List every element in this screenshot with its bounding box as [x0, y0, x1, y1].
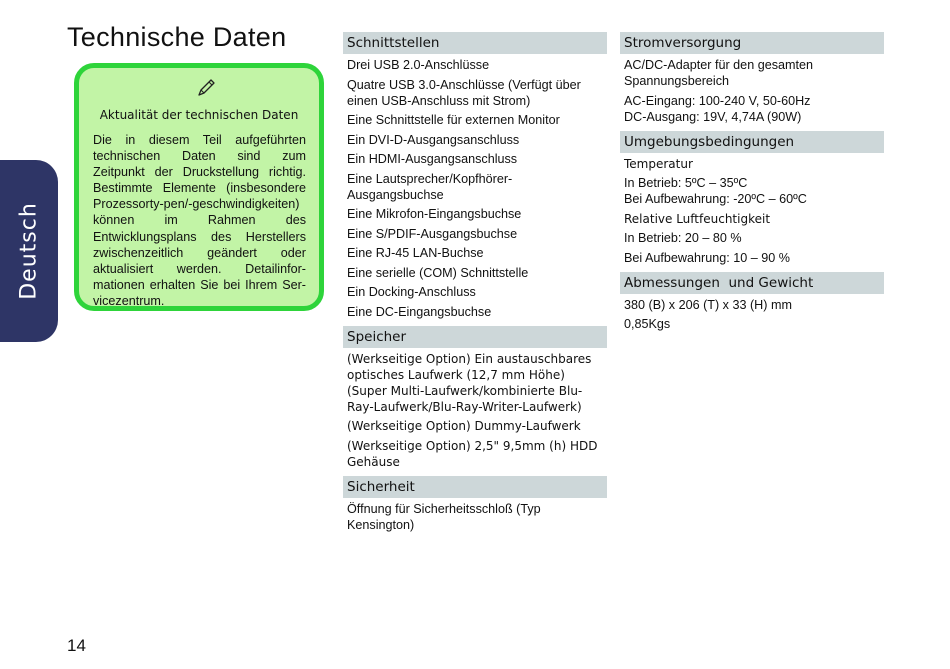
- language-side-tab: [0, 160, 58, 342]
- spec-entry: Temperatur: [624, 156, 693, 171]
- spec-entry: In Betrieb: 20 – 80 %: [624, 231, 742, 245]
- spec-entry: Öffnung für Sicherheitsschloß (Typ Kensington): [347, 501, 541, 532]
- spec-entry: Drei USB 2.0-Anschlüsse: [347, 58, 490, 72]
- spec-entry: Ein Docking-Anschluss: [347, 285, 476, 299]
- section-header: Stromversorgung: [620, 32, 884, 54]
- spec-column-right: [620, 32, 884, 336]
- spec-entry: AC/DC-Adapter für den gesamten Spannungsbereich: [624, 58, 813, 88]
- spec-entry: Eine Schnittstelle für externen Monitor: [347, 113, 560, 127]
- spec-entry: Quatre USB 3.0-Anschlüsse (Verfügt über einen USB-Anschluss mit Strom): [347, 77, 581, 108]
- section-header: Umgebungsbedingungen: [620, 131, 884, 153]
- note-body: Die in diesem Teil aufgeführten technischen Daten sind zum Zeitpunkt der Druckstellung richtig. Bestimmte Elemente (insbesondere Prozessorty-pen/-geschwindigkeiten) können im Rahmen des Entwicklungsplans des Herstellers zwischenzeitlich geändert oder aktualisiert werden. Detailinfor-mationen erhalten Sie bei Ihrem Ser-vicezentrum.: [93, 133, 306, 308]
- page-title: Technische Daten: [67, 22, 287, 52]
- spec-entry: (Werkseitige Option) Dummy-Laufwerk: [347, 419, 581, 433]
- spec-entry: Relative Luftfeuchtigkeit: [624, 211, 771, 226]
- spec-entry: (Werkseitige Option) 2,5" 9,5mm (h) HDD Gehäuse: [347, 438, 598, 469]
- note-heading: Aktualität der technischen Daten: [99, 108, 299, 122]
- spec-entry: 380 (B) x 206 (T) x 33 (H) mm: [624, 297, 792, 312]
- spec-entry: Ein HDMI-Ausgangsanschluss: [347, 152, 518, 166]
- spec-entry: Eine RJ-45 LAN-Buchse: [347, 246, 484, 260]
- spec-entry: Eine DC-Eingangsbuchse: [347, 304, 492, 319]
- spec-entry: (Werkseitige Option) Ein austauschbares optisches Laufwerk (12,7 mm Höhe) (Super Multi-Laufwerk/kombinierte Blu-Ray-Laufwerk/Blu-Ray-Writer-Laufwerk): [347, 351, 592, 414]
- section-abmessungen-gewicht: [620, 272, 884, 333]
- spec-entry: In Betrieb: 5ºC – 35ºC Bei Aufbewahrung: -20ºC – 60ºC: [624, 176, 807, 206]
- section-header: Abmessungen und Gewicht: [620, 272, 884, 294]
- spec-entry: Bei Aufbewahrung: 10 – 90 %: [624, 250, 790, 265]
- spec-entry: 0,85Kgs: [624, 317, 671, 331]
- section-speicher: [343, 326, 607, 470]
- note-box: [74, 63, 324, 311]
- spec-entry: Eine S/PDIF-Ausgangsbuchse: [347, 226, 518, 241]
- side-tab-label: Deutsch: [16, 202, 42, 300]
- spec-column-middle: [343, 32, 607, 536]
- spec-entry: Eine serielle (COM) Schnittstelle: [347, 265, 529, 280]
- section-header: Sicherheit: [343, 476, 607, 498]
- section-schnittstellen: [343, 32, 607, 320]
- spec-entry: Ein DVI-D-Ausgangsanschluss: [347, 132, 520, 147]
- section-header: Speicher: [343, 326, 607, 348]
- section-stromversorgung: [620, 32, 884, 125]
- pencil-icon: [196, 78, 216, 98]
- spec-entry: Eine Lautsprecher/Kopfhörer-Ausgangsbuchse: [347, 171, 513, 202]
- section-header: Schnittstellen: [343, 32, 607, 54]
- section-umgebungsbedingungen: [620, 131, 884, 266]
- spec-entry: Eine Mikrofon-Eingangsbuchse: [347, 207, 522, 221]
- page-number: 14: [67, 636, 86, 655]
- section-sicherheit: [343, 476, 607, 533]
- spec-entry: AC-Eingang: 100-240 V, 50-60Hz DC-Ausgang: 19V, 4,74A (90W): [624, 93, 811, 124]
